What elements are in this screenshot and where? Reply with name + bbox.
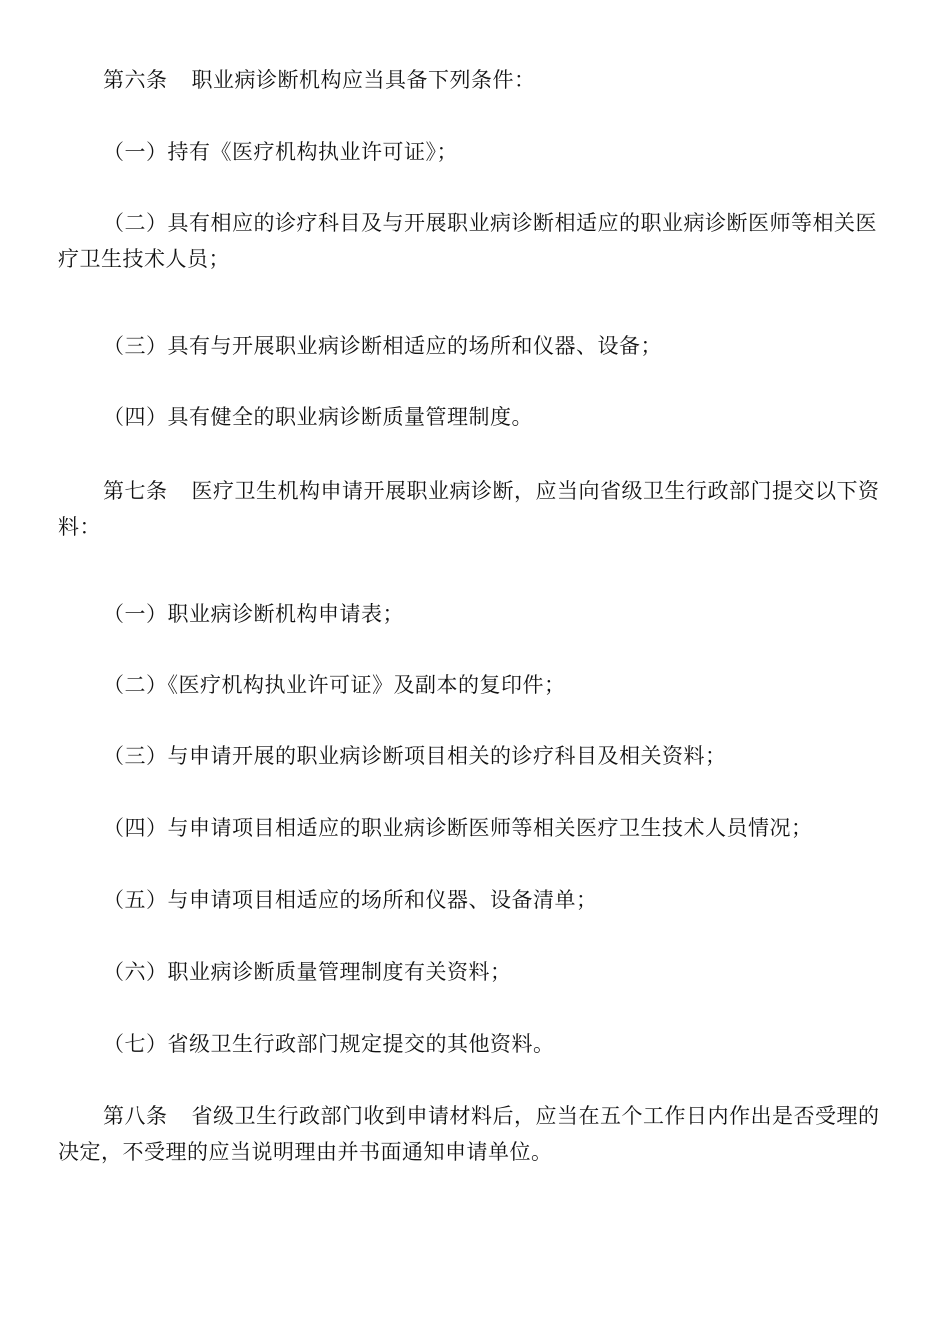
article-6-heading xyxy=(58,62,896,98)
article-7-item-4: （四）与申请项目相适应的职业病诊断医师等相关医疗卫生技术人员情况； xyxy=(103,816,813,840)
article-7-item-3: （三）与申请开展的职业病诊断项目相关的诊疗科目及相关资料； xyxy=(103,744,727,768)
article-7-item-6: （六）职业病诊断质量管理制度有关资料； xyxy=(103,960,512,984)
article-7-heading xyxy=(58,473,896,545)
article-text: 省级卫生行政部门收到申请材料后，应当在五个工作日内作出是否受理的决定，不受理的应当说明理由并书面通知申请单位。 xyxy=(58,1104,880,1164)
article-7-item-7: （七）省级卫生行政部门规定提交的其他资料。 xyxy=(103,1032,555,1056)
article-text: 职业病诊断机构应当具备下列条件： xyxy=(191,68,536,92)
article-7-item-1: （一）职业病诊断机构申请表； xyxy=(103,602,404,626)
article-8-heading xyxy=(58,1098,896,1170)
article-7-item-5: （五）与申请项目相适应的场所和仪器、设备清单； xyxy=(103,888,598,912)
article-number: 第六条 xyxy=(103,68,168,92)
article-7-item-2: （二）《医疗机构执业许可证》及副本的复印件； xyxy=(103,673,566,697)
article-text: 医疗卫生机构申请开展职业病诊断，应当向省级卫生行政部门提交以下资料： xyxy=(58,479,880,539)
article-number: 第八条 xyxy=(103,1104,168,1128)
article-6-item-4: （四）具有健全的职业病诊断质量管理制度。 xyxy=(103,405,533,429)
article-6-item-2: （二）具有相应的诊疗科目及与开展职业病诊断相适应的职业病诊断医师等相关医疗卫生技术人员； xyxy=(58,211,877,271)
article-6-item-1: （一）持有《医疗机构执业许可证》； xyxy=(103,140,458,164)
article-number: 第七条 xyxy=(103,479,168,503)
article-6-item-3: （三）具有与开展职业病诊断相适应的场所和仪器、设备； xyxy=(103,334,662,358)
